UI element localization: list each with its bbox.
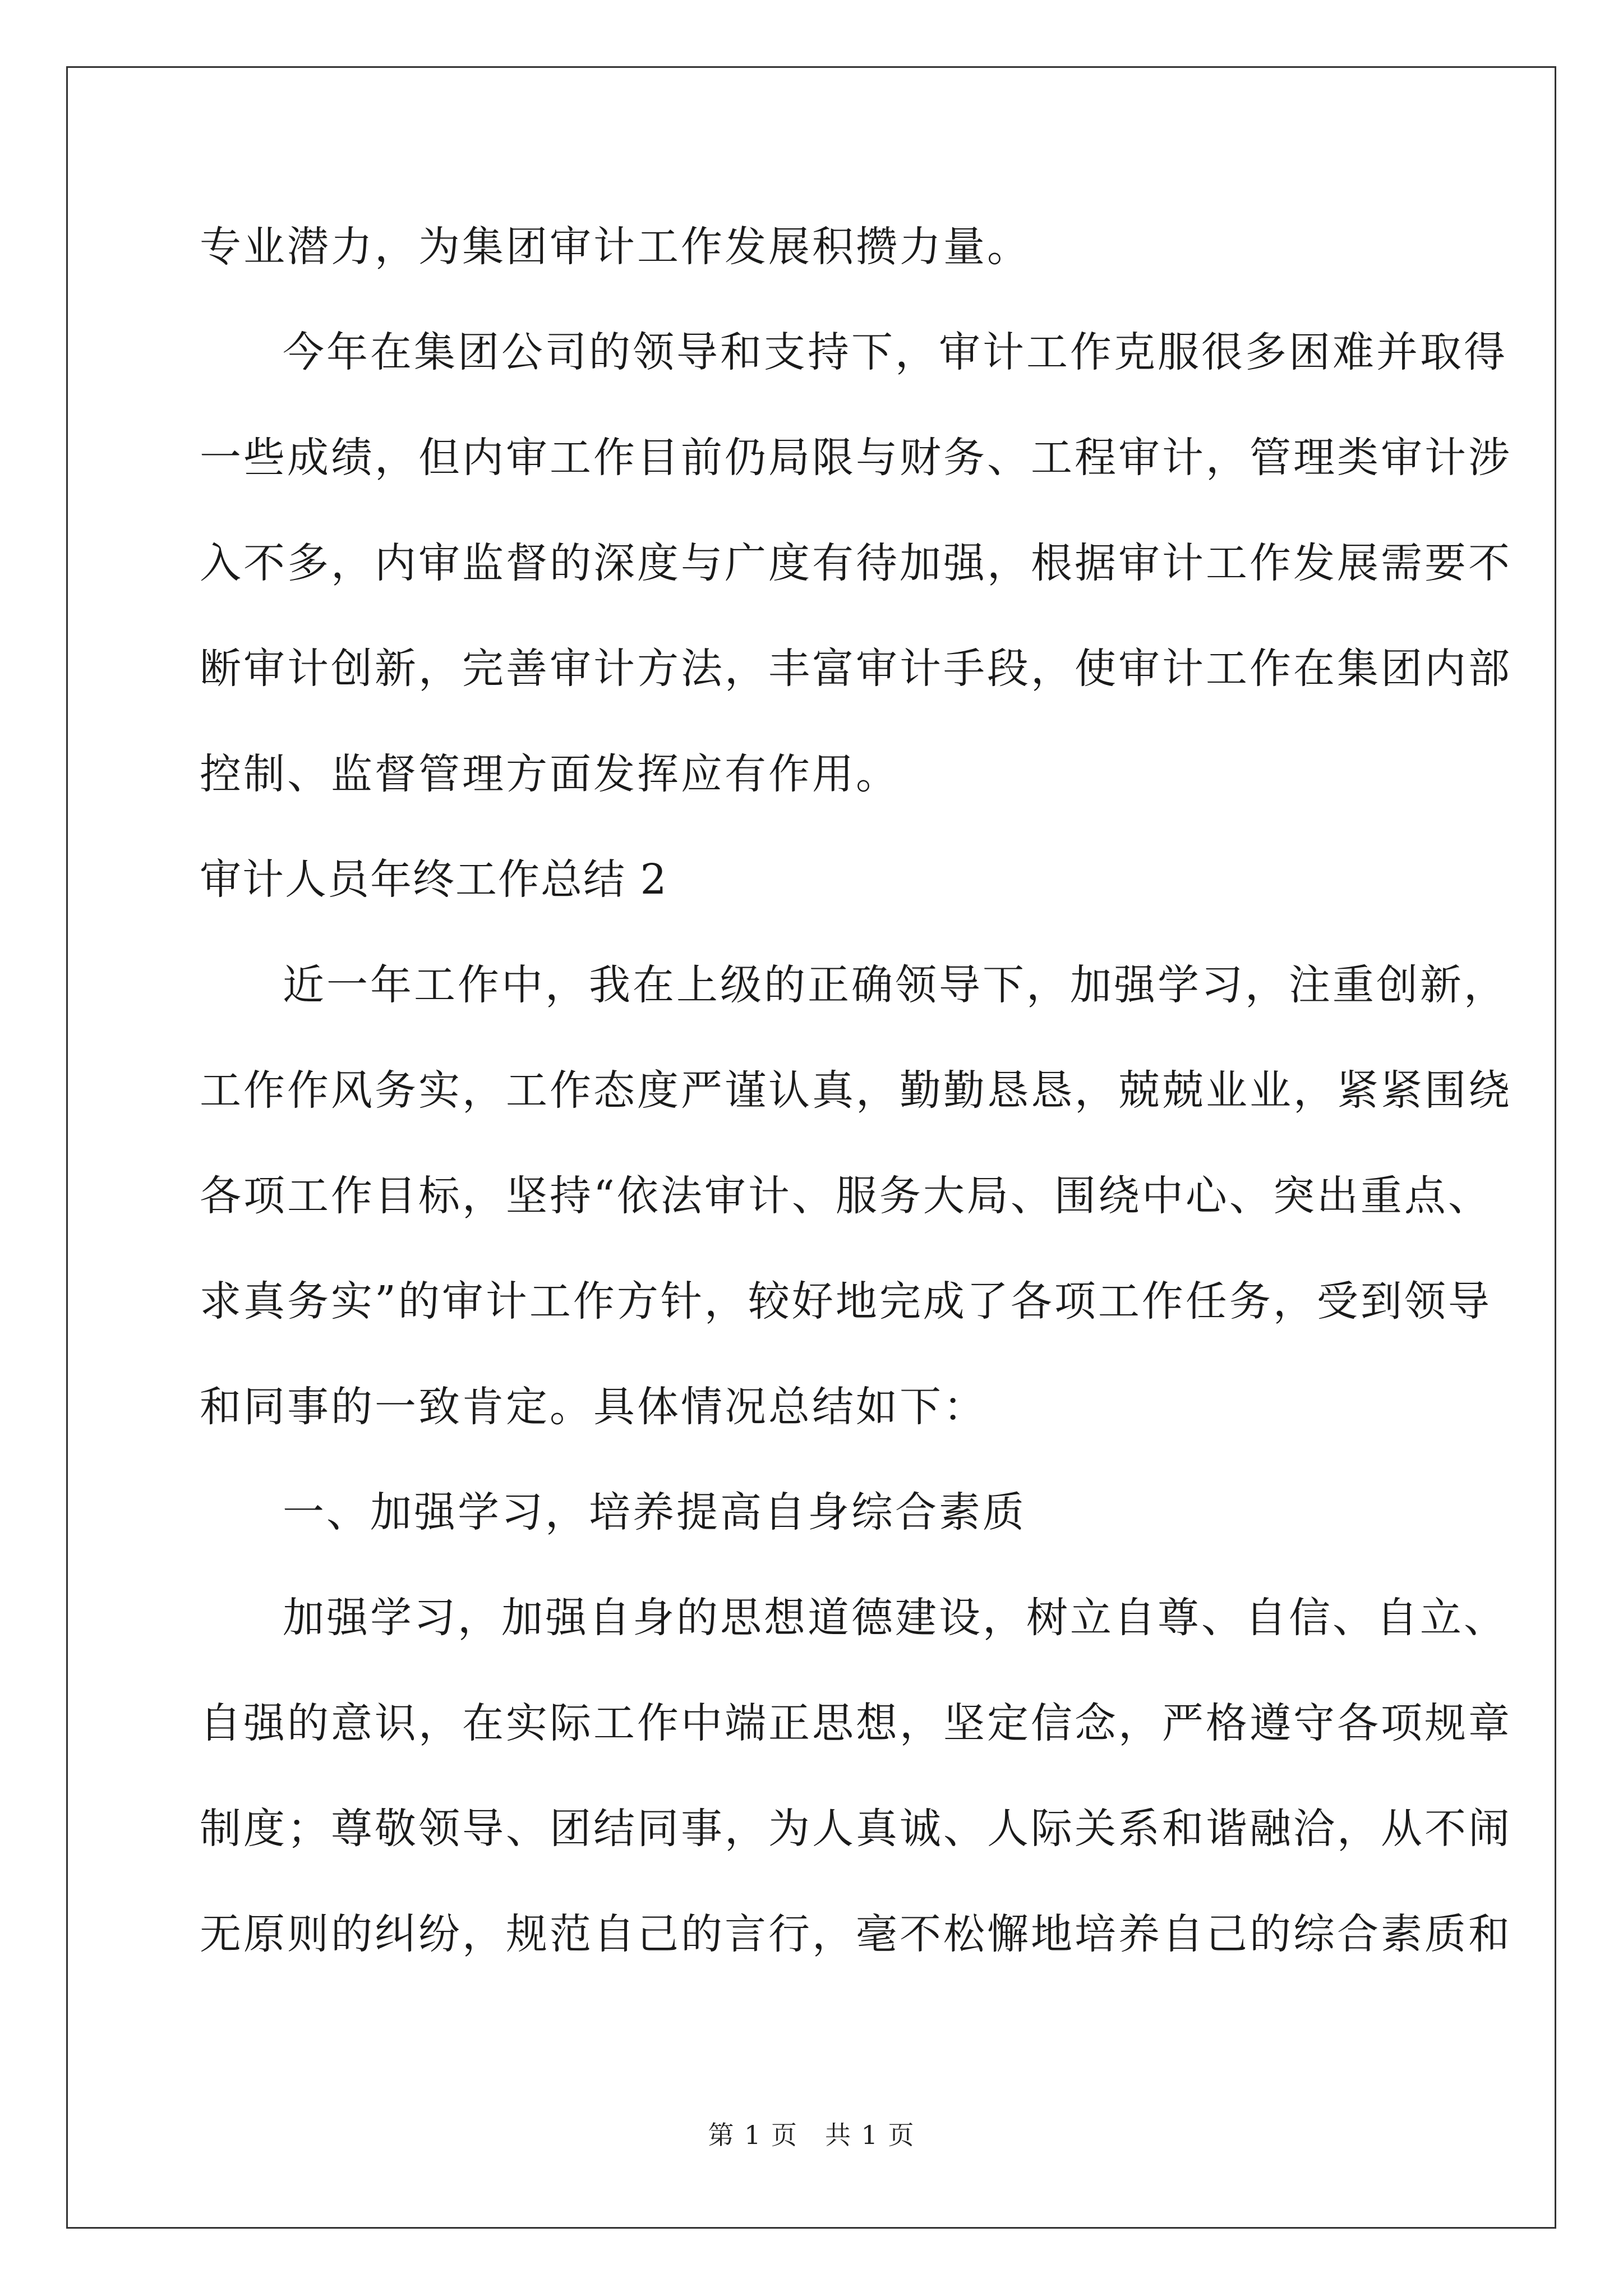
text-line: 求真务实”的审计工作方针，较好地完成了各项工作任务，受到领导 <box>200 1277 1492 1326</box>
text-line: 无原则的纠纷，规范自己的言行，毫不松懈地培养自己的综合素质和 <box>200 1910 1512 1958</box>
paragraph-start: 近一年工作中，我在上级的正确领导下，加强学习，注重创新， <box>283 961 1507 1009</box>
text-line: 各项工作目标，坚持“依法审计、服务大局、围绕中心、突出重点、 <box>200 1172 1492 1220</box>
text-line: 一些成绩，但内审工作目前仍局限与财务、工程审计，管理类审计涉 <box>200 434 1512 482</box>
paragraph-start: 加强学习，加强自身的思想道德建设，树立自尊、自信、自立、 <box>283 1594 1507 1642</box>
text-line: 自强的意识，在实际工作中端正思想，坚定信念，严格遵守各项规章 <box>200 1699 1512 1747</box>
text-line: 制度；尊敬领导、团结同事，为人真诚、人际关系和谐融洽，从不闹 <box>200 1805 1512 1853</box>
page-number-footer: 第 1 页 共 1 页 <box>708 2120 915 2150</box>
section-heading: 审计人员年终工作总结 2 <box>200 855 668 904</box>
text-line: 专业潜力，为集团审计工作发展积攒力量。 <box>200 223 1031 271</box>
text-line: 入不多，内审监督的深度与广度有待加强，根据审计工作发展需要不 <box>200 539 1512 587</box>
paragraph-start: 今年在集团公司的领导和支持下，审计工作克服很多困难并取得 <box>283 328 1507 376</box>
text-line: 断审计创新，完善审计方法，丰富审计手段，使审计工作在集团内部 <box>200 645 1512 693</box>
subsection-heading: 一、加强学习，培养提高自身综合素质 <box>283 1488 1026 1536</box>
text-line: 工作作风务实，工作态度严谨认真，勤勤恳恳，兢兢业业，紧紧围绕 <box>200 1066 1512 1115</box>
text-line: 控制、监督管理方面发挥应有作用。 <box>200 750 900 798</box>
text-line: 和同事的一致肯定。具体情况总结如下： <box>200 1383 987 1431</box>
